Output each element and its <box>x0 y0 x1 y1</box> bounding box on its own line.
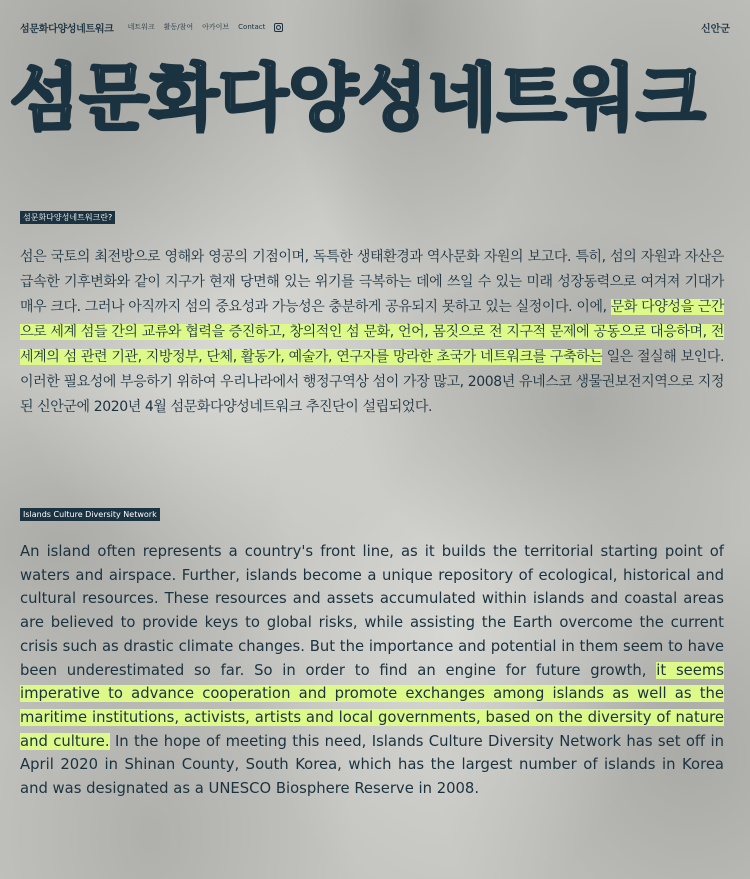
brand-logo-text[interactable]: 섬문화다양성네트워크 <box>20 23 114 35</box>
main-menu <box>128 22 284 32</box>
intro-ko-text-after: 일은 절실해 보인다. 이러한 필요성에 부응하기 위하여 우리나라에서 행정구역상 섬이 가장 많고, 2008년 유네스코 생물권보전지역으로 지정된 신안군에 2020년 4월 섬문화다양성네트워크 추진단이 설립되었다. <box>20 349 724 415</box>
intro-paragraph-korean <box>20 245 724 420</box>
instagram-icon[interactable] <box>274 23 283 32</box>
intro-en-text-after: In the hope of meeting this need, Islands Culture Diversity Network has set off in April 2020 in Shinan County, South Korea, which has the largest number of islands in Korea and was designated as a UNESCO Biosphere Reserve in 2008. <box>20 732 724 798</box>
intro-en-text-before: An island often represents a country's front line, as it builds the territorial starting point of waters and airspace. Further, islands become a unique repository of ecological, historical and cultural resources. These resources and assets accumulated within islands and coastal areas are believed to provide keys to global risks, while assisting the Earth overcome the current crisis such as drastic climate changes. But the importance and potential in them seem to have been underestimated so far. So in order to find an engine for future growth, <box>20 543 724 679</box>
top-nav <box>20 17 730 37</box>
intro-ko-text-before: 섬은 국토의 최전방으로 영해와 영공의 기점이며, 독특한 생태환경과 역사문화 자원의 보고다. 특히, 섬의 자원과 자산은 급속한 기후변화와 같이 지구가 현재 당면해 있는 위기를 극복하는 데에 쓰일 수 있는 미래 성장동력으로 여겨져 기대가 매우 크다. 그러나 아직까지 섬의 중요성과 가능성은 충분하게 공유되지 못하고 있는 실정이다. 이에, <box>20 249 724 315</box>
menu-item-archive[interactable]: 아카이브 <box>202 23 230 31</box>
menu-item-contact[interactable]: Contact <box>238 23 266 31</box>
menu-item-network[interactable]: 네트워크 <box>127 23 155 31</box>
menu-item-activities[interactable]: 활동/참여 <box>163 23 194 31</box>
section-label-english: Islands Culture Diversity Network <box>20 508 160 521</box>
hero-title: 섬문화다양성네트워크 <box>10 56 706 140</box>
intro-en-highlight: it seems imperative to advance cooperation and promote exchanges among islands as well as the maritime institutions, activists, artists and local governments, based on the diversity of nature and culture. <box>20 661 724 750</box>
intro-paragraph-english <box>20 540 724 801</box>
intro-ko-highlight: 문화 다양성을 근간으로 세계 섬들 간의 교류와 협력을 증진하고, 창의적인 섬 문화, 언어, 몸짓으로 전 지구적 문제에 공동으로 대응하며, 전 세계의 섬 관련 기관, 지방정부, 단체, 활동가, 예술가, 연구자를 망라한 초국가 네트워크를 구축하는 <box>20 299 724 365</box>
region-link-shinan[interactable]: 신안군 <box>701 23 730 35</box>
section-label-korean: 섬문화다양성네트워크란? <box>20 211 115 224</box>
